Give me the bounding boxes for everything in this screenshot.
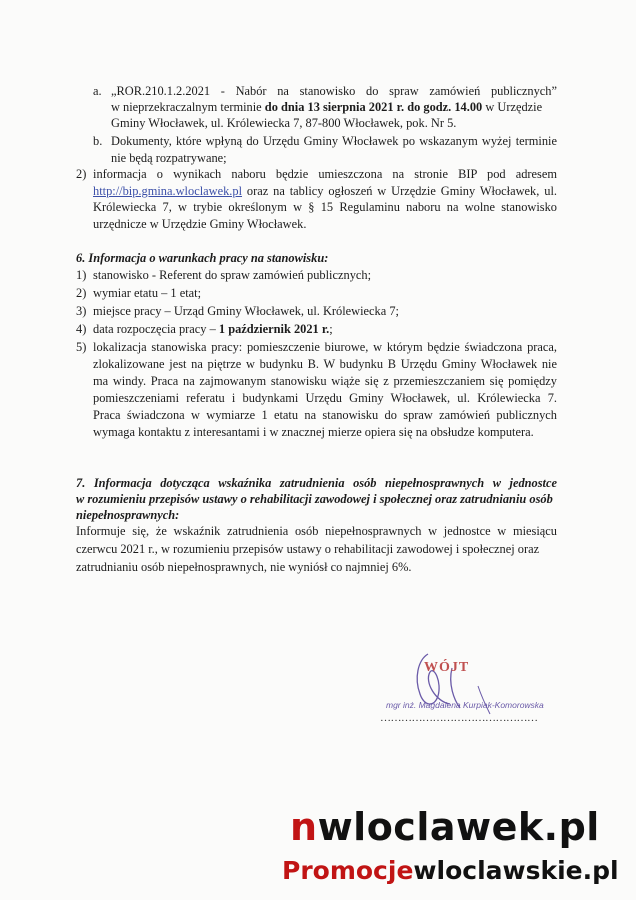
item2-line-4: urzędnicze w Urzędzie Gminy Włocławek. <box>93 217 307 231</box>
section-b-line-1: Dokumenty, które wpłyną do Urzędu Gminy Włocławek po wskazanym wyżej terminie <box>111 134 557 148</box>
section-a-line-1: „ROR.210.1.2.2021 - Nabór na stanowisko do spraw zamówień publicznych” <box>111 84 557 98</box>
s6-marker-2: 2) <box>76 286 87 300</box>
signature-dots: ……………………………………… <box>380 712 538 724</box>
section7-body-line-2: czerwcu 2021 r., w rozumieniu przepisów ustawy o rehabilitacji zawodowej i społecznej oraz <box>76 542 540 556</box>
s6-item-5-line-6: wymaga kontaktu z interesantami i w znacznej mierze opiera się na obsłudze komputera. <box>93 425 534 439</box>
deadline-date: do dnia 13 sierpnia 2021 r. do godz. 14.00 <box>264 100 483 114</box>
s6-item-5-line-2: zlokalizowane jest na piętrze w budynku B. W budynku B Urzędu Gminy Włocławek nie <box>93 357 557 371</box>
item2-line-2: http://bip.gmina.wloclawek.pl oraz na tablicy ogłoszeń w Urzędzie Gminy Włocławek, ul. <box>93 184 557 198</box>
bip-link[interactable]: http://bip.gmina.wloclawek.pl <box>93 184 243 198</box>
item2-line-3: Królewiecka 7, w trybie określonym w § 15 Regulaminu naboru na wolne stanowisko <box>93 200 557 214</box>
section7-body-line-1: Informuje się, że wskaźnik zatrudnienia osób niepełnosprawnych w jednostce w miesiącu <box>76 524 557 538</box>
section-a-line-3: Gminy Włocławek, ul. Królewiecka 7, 87-800 Włocławek, pok. Nr 5. <box>111 116 457 130</box>
section7-heading-line-2: w rozumieniu przepisów ustawy o rehabilitacji zawodowej i społecznej oraz zatrudnianiu osób <box>76 492 553 506</box>
s6-marker-1: 1) <box>76 268 87 282</box>
signature-stamp <box>360 648 560 728</box>
section7-body-line-3: zatrudnianiu osób niepełnosprawnych, nie wyniósł co najmniej 6%. <box>76 560 412 574</box>
s6-marker-3: 3) <box>76 304 87 318</box>
section7-heading-line-1: 7. Informacja dotycząca wskaźnika zatrudnienia osób niepełnosprawnych w jednostce <box>76 476 557 490</box>
s6-marker-5: 5) <box>76 340 87 354</box>
list-marker-a: a. <box>93 84 102 98</box>
s6-item-5-line-1: lokalizacja stanowiska pracy: pomieszczenie biurowe, w którym będzie świadczona praca, <box>93 340 557 354</box>
s6-item-4: data rozpoczęcia pracy – 1 październik 2021 r.; <box>93 322 333 336</box>
list-marker-b: b. <box>93 134 103 148</box>
section7-heading-line-3: niepełnosprawnych: <box>76 508 180 522</box>
start-date: 1 październik 2021 r. <box>218 322 330 336</box>
list-marker-2: 2) <box>76 167 87 181</box>
s6-item-3: miejsce pracy – Urząd Gminy Włocławek, ul. Królewiecka 7; <box>93 304 399 318</box>
s6-item-2: wymiar etatu – 1 etat; <box>93 286 202 300</box>
watermark-promocje: Promocjewloclawskie.pl <box>282 856 619 885</box>
stamp-title: WÓJT <box>424 660 470 675</box>
item2-line-1: informacja o wynikach naboru będzie umieszczona na stronie BIP pod adresem <box>93 167 557 181</box>
section-b-line-2: nie będą rozpatrywane; <box>111 151 227 165</box>
s6-item-5-line-5: Praca świadczona w wymiarze 1 etatu na stanowisku do spraw zamówień publicznych <box>93 408 557 422</box>
section6-heading: 6. Informacja o warunkach pracy na stanowisku: <box>76 251 329 265</box>
watermark-nwloclawek: nwloclawek.pl <box>290 805 600 849</box>
s6-marker-4: 4) <box>76 322 87 336</box>
s6-item-5-line-3: ma windy. Praca na zajmowanym stanowisku wiąże się z przemieszczaniem się pomiędzy <box>93 374 557 388</box>
s6-item-5-line-4: pomieszczeniami referatu i budynkami Urzędu Gminy Włocławek, ul. Królewiecka 7. <box>93 391 557 405</box>
s6-item-1: stanowisko - Referent do spraw zamówień publicznych; <box>93 268 372 282</box>
section-a-line-2: w nieprzekraczalnym terminie do dnia 13 sierpnia 2021 r. do godz. 14.00 w Urzędzie <box>111 100 543 114</box>
stamp-name: mgr inż. Magdalena Kurpiak-Komorowska <box>386 700 544 710</box>
